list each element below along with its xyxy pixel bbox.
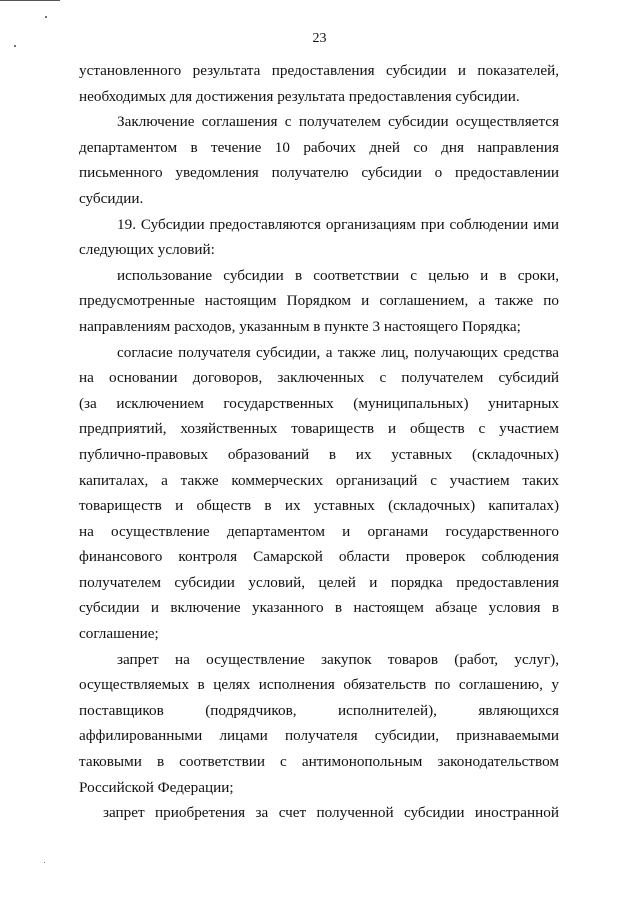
text-line: соглашение; (79, 625, 159, 643)
text-line: Российской Федерации; (79, 778, 234, 796)
scan-edge-line (0, 0, 60, 1)
paragraph-start-line: использование субсидии в соответствии с целью и в сроки, (117, 266, 559, 284)
text-line: товариществ и обществ в их уставных (складочных) капиталах) (79, 497, 559, 515)
paragraph-start-line: Заключение соглашения с получателем субсидии осуществляется (117, 113, 559, 131)
text-line: поставщиков (подрядчиков, исполнителей), являющихся (79, 701, 559, 719)
text-line: предприятий, хозяйственных товариществ и обществ с участием (79, 420, 559, 438)
paragraph-start-line: запрет приобретения за счет полученной субсидии иностранной (103, 804, 559, 822)
text-line: аффилированными лицами получателя субсидии, признаваемыми (79, 727, 559, 745)
text-line: таковыми в соответствии с антимонопольным законодательством (79, 753, 559, 771)
document-body (79, 58, 559, 826)
scan-speck (45, 16, 47, 18)
text-line: департаментом в течение 10 рабочих дней со дня направления (79, 138, 559, 156)
text-line: финансового контроля Самарской области проверок соблюдения (79, 548, 559, 566)
text-line: субсидии и включение указанного в настоящем абзаце условия в (79, 599, 559, 617)
text-line: публично-правовых образований в их уставных (складочных) (79, 445, 559, 463)
paragraph-start-line: согласие получателя субсидии, а также лиц, получающих средства (117, 343, 559, 361)
text-line: необходимых для достижения результата предоставления субсидии. (79, 87, 520, 105)
page-number: 23 (312, 31, 327, 46)
text-line: субсидии. (79, 189, 144, 207)
scan-speck (44, 862, 45, 863)
text-line: получателем субсидии условий, целей и порядка предоставления (79, 573, 559, 591)
paragraph-start-line: запрет на осуществление закупок товаров (работ, услуг), (117, 650, 559, 668)
text-line: осуществляемых в целях исполнения обязательств по соглашению, у (79, 676, 559, 694)
text-line: направлениям расходов, указанным в пункте 3 настоящего Порядка; (79, 317, 521, 335)
text-line: установленного результата предоставления субсидии и показателей, (79, 62, 559, 79)
paragraph-start-line: 19. Субсидии предоставляются организациям при соблюдении ими (117, 215, 559, 233)
text-line: капиталах, а также коммерческих организаций с участием таких (79, 471, 559, 489)
text-line: на осуществление департаментом и органами государственного (79, 522, 559, 540)
text-line: предусмотренные настоящим Порядком и соглашением, а также по (79, 292, 559, 310)
text-line: письменного уведомления получателю субсидии о предоставлении (79, 164, 559, 182)
text-line: на основании договоров, заключенных с получателем субсидий (79, 369, 559, 387)
text-line: (за исключением государственных (муниципальных) унитарных (79, 394, 559, 412)
text-line: следующих условий: (79, 241, 215, 259)
